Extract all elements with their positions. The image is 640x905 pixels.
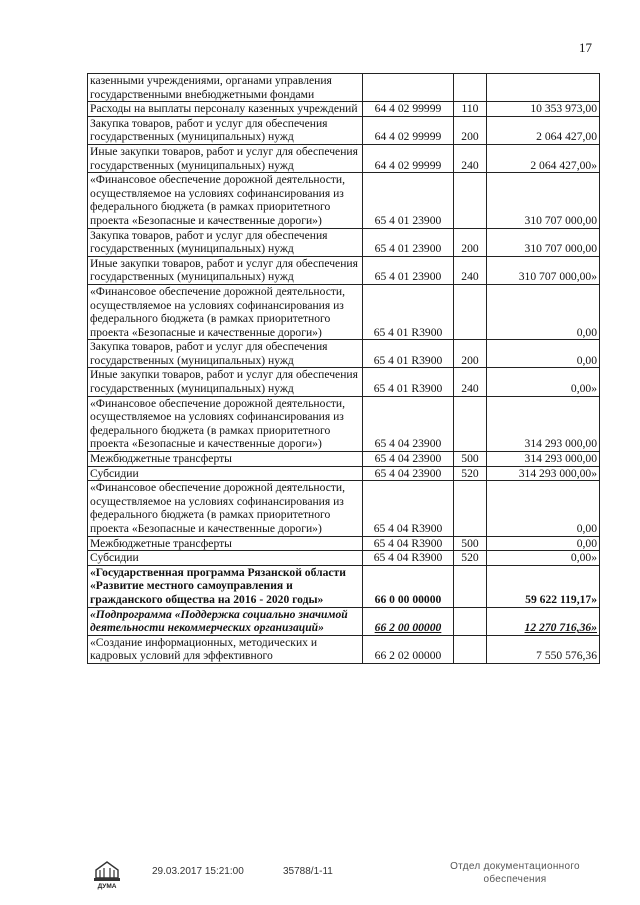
- row-code-cell: 66 2 02 00000: [363, 635, 454, 663]
- row-code-cell: 65 4 04 23900: [363, 466, 454, 481]
- row-name-cell: «Финансовое обеспечение дорожной деятельности, осуществляемое на условиях софинансирования из федерального бюджета (в рамках приоритетного проекта «Безопасные и качественные дороги»): [88, 481, 363, 536]
- table-row: [88, 116, 600, 144]
- row-sum-cell: 0,00: [487, 340, 600, 368]
- row-type-cell: 110: [454, 102, 487, 117]
- row-code-cell: 65 4 04 23900: [363, 452, 454, 467]
- row-type-cell: 200: [454, 228, 487, 256]
- row-sum-cell: 0,00»: [487, 368, 600, 396]
- row-type-cell: 500: [454, 536, 487, 551]
- table-row: [88, 565, 600, 607]
- row-name-cell: «Создание информационных, методических и кадровых условий для эффективного: [88, 635, 363, 663]
- table-row: [88, 466, 600, 481]
- row-name-cell: Иные закупки товаров, работ и услуг для обеспечения государственных (муниципальных) нужд: [88, 368, 363, 396]
- row-name-cell: Закупка товаров, работ и услуг для обеспечения государственных (муниципальных) нужд: [88, 340, 363, 368]
- row-type-cell: 240: [454, 256, 487, 284]
- row-name-cell: Межбюджетные трансферты: [88, 536, 363, 551]
- row-sum-cell: 0,00»: [487, 551, 600, 566]
- row-name-cell: Расходы на выплаты персоналу казенных учреждений: [88, 102, 363, 117]
- row-sum-cell: 0,00: [487, 284, 600, 339]
- duma-logo: [92, 856, 122, 890]
- row-name-cell: «Финансовое обеспечение дорожной деятельности, осуществляемое на условиях софинансирования из федерального бюджета (в рамках приоритетного проекта «Безопасные и качественные дороги»): [88, 173, 363, 228]
- row-type-cell: 240: [454, 368, 487, 396]
- budget-table: [87, 73, 600, 664]
- table-row: [88, 173, 600, 228]
- row-sum-cell: 2 064 427,00: [487, 116, 600, 144]
- row-type-cell: [454, 74, 487, 102]
- row-name-cell: Субсидии: [88, 466, 363, 481]
- table-row: [88, 551, 600, 566]
- table-row: [88, 396, 600, 451]
- table-row: [88, 481, 600, 536]
- table-row: [88, 228, 600, 256]
- row-name-cell: «Государственная программа Рязанской области «Развитие местного самоуправления и гражданского общества на 2016 - 2020 годы»: [88, 565, 363, 607]
- row-type-cell: [454, 396, 487, 451]
- row-name-cell: «Финансовое обеспечение дорожной деятельности, осуществляемое на условиях софинансирования из федерального бюджета (в рамках приоритетного проекта «Безопасные и качественные дороги»): [88, 284, 363, 339]
- row-code-cell: 65 4 04 R3900: [363, 481, 454, 536]
- row-sum-cell: 12 270 716,36»: [487, 607, 600, 635]
- row-sum-cell: 10 353 973,00: [487, 102, 600, 117]
- row-type-cell: 520: [454, 466, 487, 481]
- footer-date: 29.03.2017 15:21:00: [152, 866, 244, 877]
- row-name-cell: Субсидии: [88, 551, 363, 566]
- row-name-cell: Иные закупки товаров, работ и услуг для обеспечения государственных (муниципальных) нужд: [88, 256, 363, 284]
- table-row: [88, 452, 600, 467]
- row-sum-cell: [487, 74, 600, 102]
- row-sum-cell: 0,00: [487, 536, 600, 551]
- row-code-cell: 65 4 04 R3900: [363, 551, 454, 566]
- row-type-cell: 520: [454, 551, 487, 566]
- row-name-cell: Межбюджетные трансферты: [88, 452, 363, 467]
- row-code-cell: 66 2 00 00000: [363, 607, 454, 635]
- row-name-cell: казенными учреждениями, органами управления государственными внебюджетными фондами: [88, 74, 363, 102]
- row-name-cell: Закупка товаров, работ и услуг для обеспечения государственных (муниципальных) нужд: [88, 228, 363, 256]
- row-sum-cell: 2 064 427,00»: [487, 144, 600, 172]
- row-code-cell: 64 4 02 99999: [363, 144, 454, 172]
- row-code-cell: 64 4 02 99999: [363, 102, 454, 117]
- row-name-cell: Закупка товаров, работ и услуг для обеспечения государственных (муниципальных) нужд: [88, 116, 363, 144]
- row-type-cell: 200: [454, 340, 487, 368]
- row-type-cell: 200: [454, 116, 487, 144]
- table-row: [88, 74, 600, 102]
- table-row: [88, 340, 600, 368]
- table-row: [88, 284, 600, 339]
- budget-table-body: [88, 74, 600, 664]
- row-code-cell: 65 4 04 23900: [363, 396, 454, 451]
- table-row: [88, 607, 600, 635]
- table-row: [88, 368, 600, 396]
- row-code-cell: 65 4 01 23900: [363, 256, 454, 284]
- row-sum-cell: 59 622 119,17»: [487, 565, 600, 607]
- row-sum-cell: 0,00: [487, 481, 600, 536]
- row-code-cell: [363, 74, 454, 102]
- row-type-cell: [454, 173, 487, 228]
- row-type-cell: [454, 481, 487, 536]
- row-code-cell: 65 4 01 R3900: [363, 368, 454, 396]
- row-sum-cell: 314 293 000,00: [487, 452, 600, 467]
- row-sum-cell: 310 707 000,00: [487, 228, 600, 256]
- page-number: 17: [579, 40, 592, 55]
- row-sum-cell: 310 707 000,00: [487, 173, 600, 228]
- table-row: [88, 102, 600, 117]
- row-code-cell: 66 0 00 00000: [363, 565, 454, 607]
- row-name-cell: «Подпрограмма «Поддержка социально значимой деятельности некоммерческих организаций»: [88, 607, 363, 635]
- table-row: [88, 256, 600, 284]
- footer-doc-number: 35788/1-11: [283, 866, 333, 877]
- row-code-cell: 65 4 01 R3900: [363, 340, 454, 368]
- logo-text: ДУМА: [97, 883, 117, 890]
- row-type-cell: 500: [454, 452, 487, 467]
- table-row: [88, 144, 600, 172]
- row-sum-cell: 7 550 576,36: [487, 635, 600, 663]
- footer-department: Отдел документационного обеспечения: [450, 861, 580, 885]
- row-sum-cell: 310 707 000,00»: [487, 256, 600, 284]
- row-name-cell: Иные закупки товаров, работ и услуг для обеспечения государственных (муниципальных) нужд: [88, 144, 363, 172]
- row-sum-cell: 314 293 000,00: [487, 396, 600, 451]
- row-code-cell: 65 4 04 R3900: [363, 536, 454, 551]
- row-type-cell: [454, 607, 487, 635]
- row-name-cell: «Финансовое обеспечение дорожной деятельности, осуществляемое на условиях софинансирования из федерального бюджета (в рамках приоритетного проекта «Безопасные и качественные дороги»): [88, 396, 363, 451]
- row-type-cell: [454, 635, 487, 663]
- row-code-cell: 64 4 02 99999: [363, 116, 454, 144]
- row-sum-cell: 314 293 000,00»: [487, 466, 600, 481]
- row-code-cell: 65 4 01 R3900: [363, 284, 454, 339]
- row-type-cell: [454, 565, 487, 607]
- row-type-cell: [454, 284, 487, 339]
- row-code-cell: 65 4 01 23900: [363, 228, 454, 256]
- table-row: [88, 635, 600, 663]
- row-code-cell: 65 4 01 23900: [363, 173, 454, 228]
- row-type-cell: 240: [454, 144, 487, 172]
- table-row: [88, 536, 600, 551]
